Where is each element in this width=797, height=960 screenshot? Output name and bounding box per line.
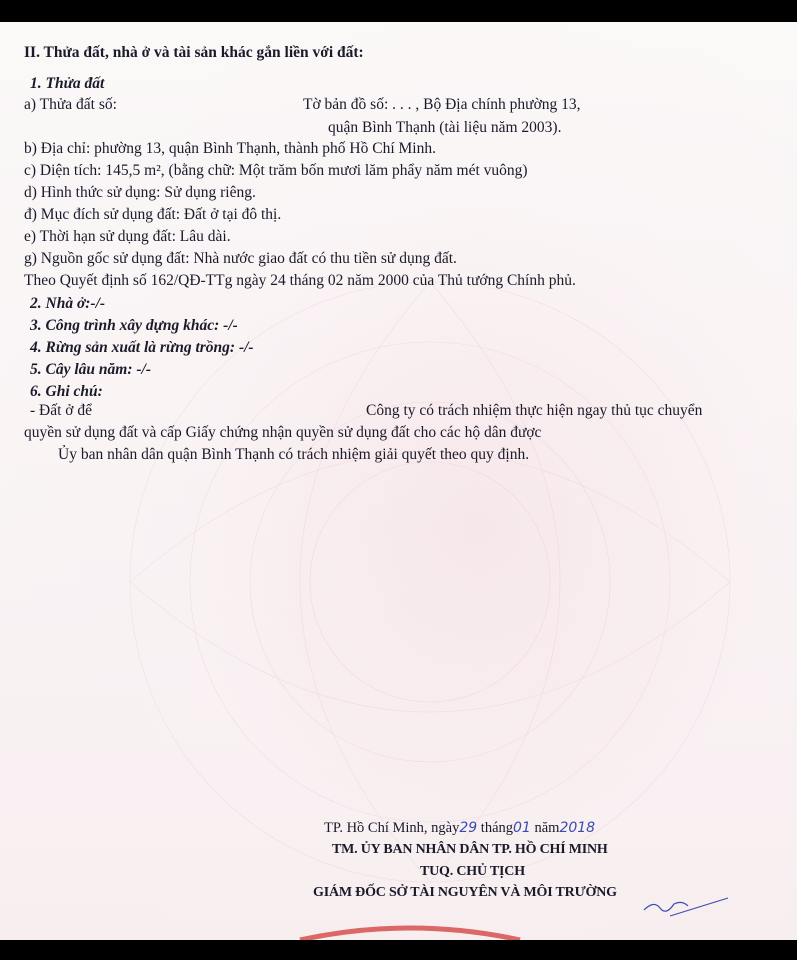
usage-term-line: e) Thời hạn sử dụng đất: Lâu dài. [24,228,231,245]
date-prefix: TP. Hồ Chí Minh, ngày [324,820,460,836]
decision-line: Theo Quyết định số 162/QĐ-TTg ngày 24 tháng 02 năm 2000 của Thủ tướng Chính phủ. [24,272,576,289]
map-sheet-line: Tờ bản đồ số: . . . , Bộ Địa chính phường 13, [303,96,581,113]
part1-title: 1. Thửa đất [30,75,105,92]
address-line: b) Địa chỉ: phường 13, quận Bình Thạnh, thành phố Hồ Chí Minh. [24,140,436,157]
part3-construction: 3. Công trình xây dựng khác: -/- [30,317,238,334]
signing-role: TUQ. CHỦ TỊCH [420,864,525,879]
date-day: 29 [459,820,478,836]
part5-trees: 5. Cây lâu năm: -/- [30,361,151,378]
signature-mark [640,890,730,922]
usage-purpose-line: đ) Mục đích sử dụng đất: Đất ở tại đô thị. [24,206,282,223]
origin-line: g) Nguồn gốc sử dụng đất: Nhà nước giao đất có thu tiền sử dụng đất. [24,250,457,267]
signing-organization: TM. ỦY BAN NHÂN DÂN TP. HỒ CHÍ MINH [332,842,608,857]
date-month: 01 [513,820,531,836]
part4-forest: 4. Rừng sản xuất là rừng trồng: -/- [30,339,254,356]
red-seal-edge [290,922,530,940]
part6-notes: 6. Ghi chú: [30,383,103,400]
parcel-number-label: a) Thửa đất số: [24,96,117,113]
area-line: c) Diện tích: 145,5 m², (bằng chữ: Một trăm bốn mươi lăm phẩy năm mét vuông) [24,162,528,179]
note-line-1b: Công ty có trách nhiệm thực hiện ngay thủ tục chuyển [366,402,703,419]
note-line-2: quyền sử dụng đất và cấp Giấy chứng nhận quyền sử dụng đất cho các hộ dân được [24,424,542,441]
signing-title: GIÁM ĐỐC SỞ TÀI NGUYÊN VÀ MÔI TRƯỜNG [313,885,617,900]
note-line-1a: - Đất ở để [30,402,92,419]
section-title: II. Thửa đất, nhà ở và tài sản khác gắn liền với đất: [24,44,364,61]
usage-form-line: d) Hình thức sử dụng: Sử dụng riêng. [24,184,256,201]
security-pattern [0,22,797,940]
part2-house: 2. Nhà ở:-/- [30,295,106,312]
note-line-3: Ủy ban nhân dân quận Bình Thạnh có trách nhiệm giải quyết theo quy định. [58,446,530,463]
month-label: tháng [480,820,514,836]
date-year: 2018 [559,820,596,836]
map-sheet-line-2: quận Bình Thạnh (tài liệu năm 2003). [328,119,562,136]
year-label: năm [534,820,560,836]
document-page [0,22,797,940]
signature-date [324,819,595,837]
